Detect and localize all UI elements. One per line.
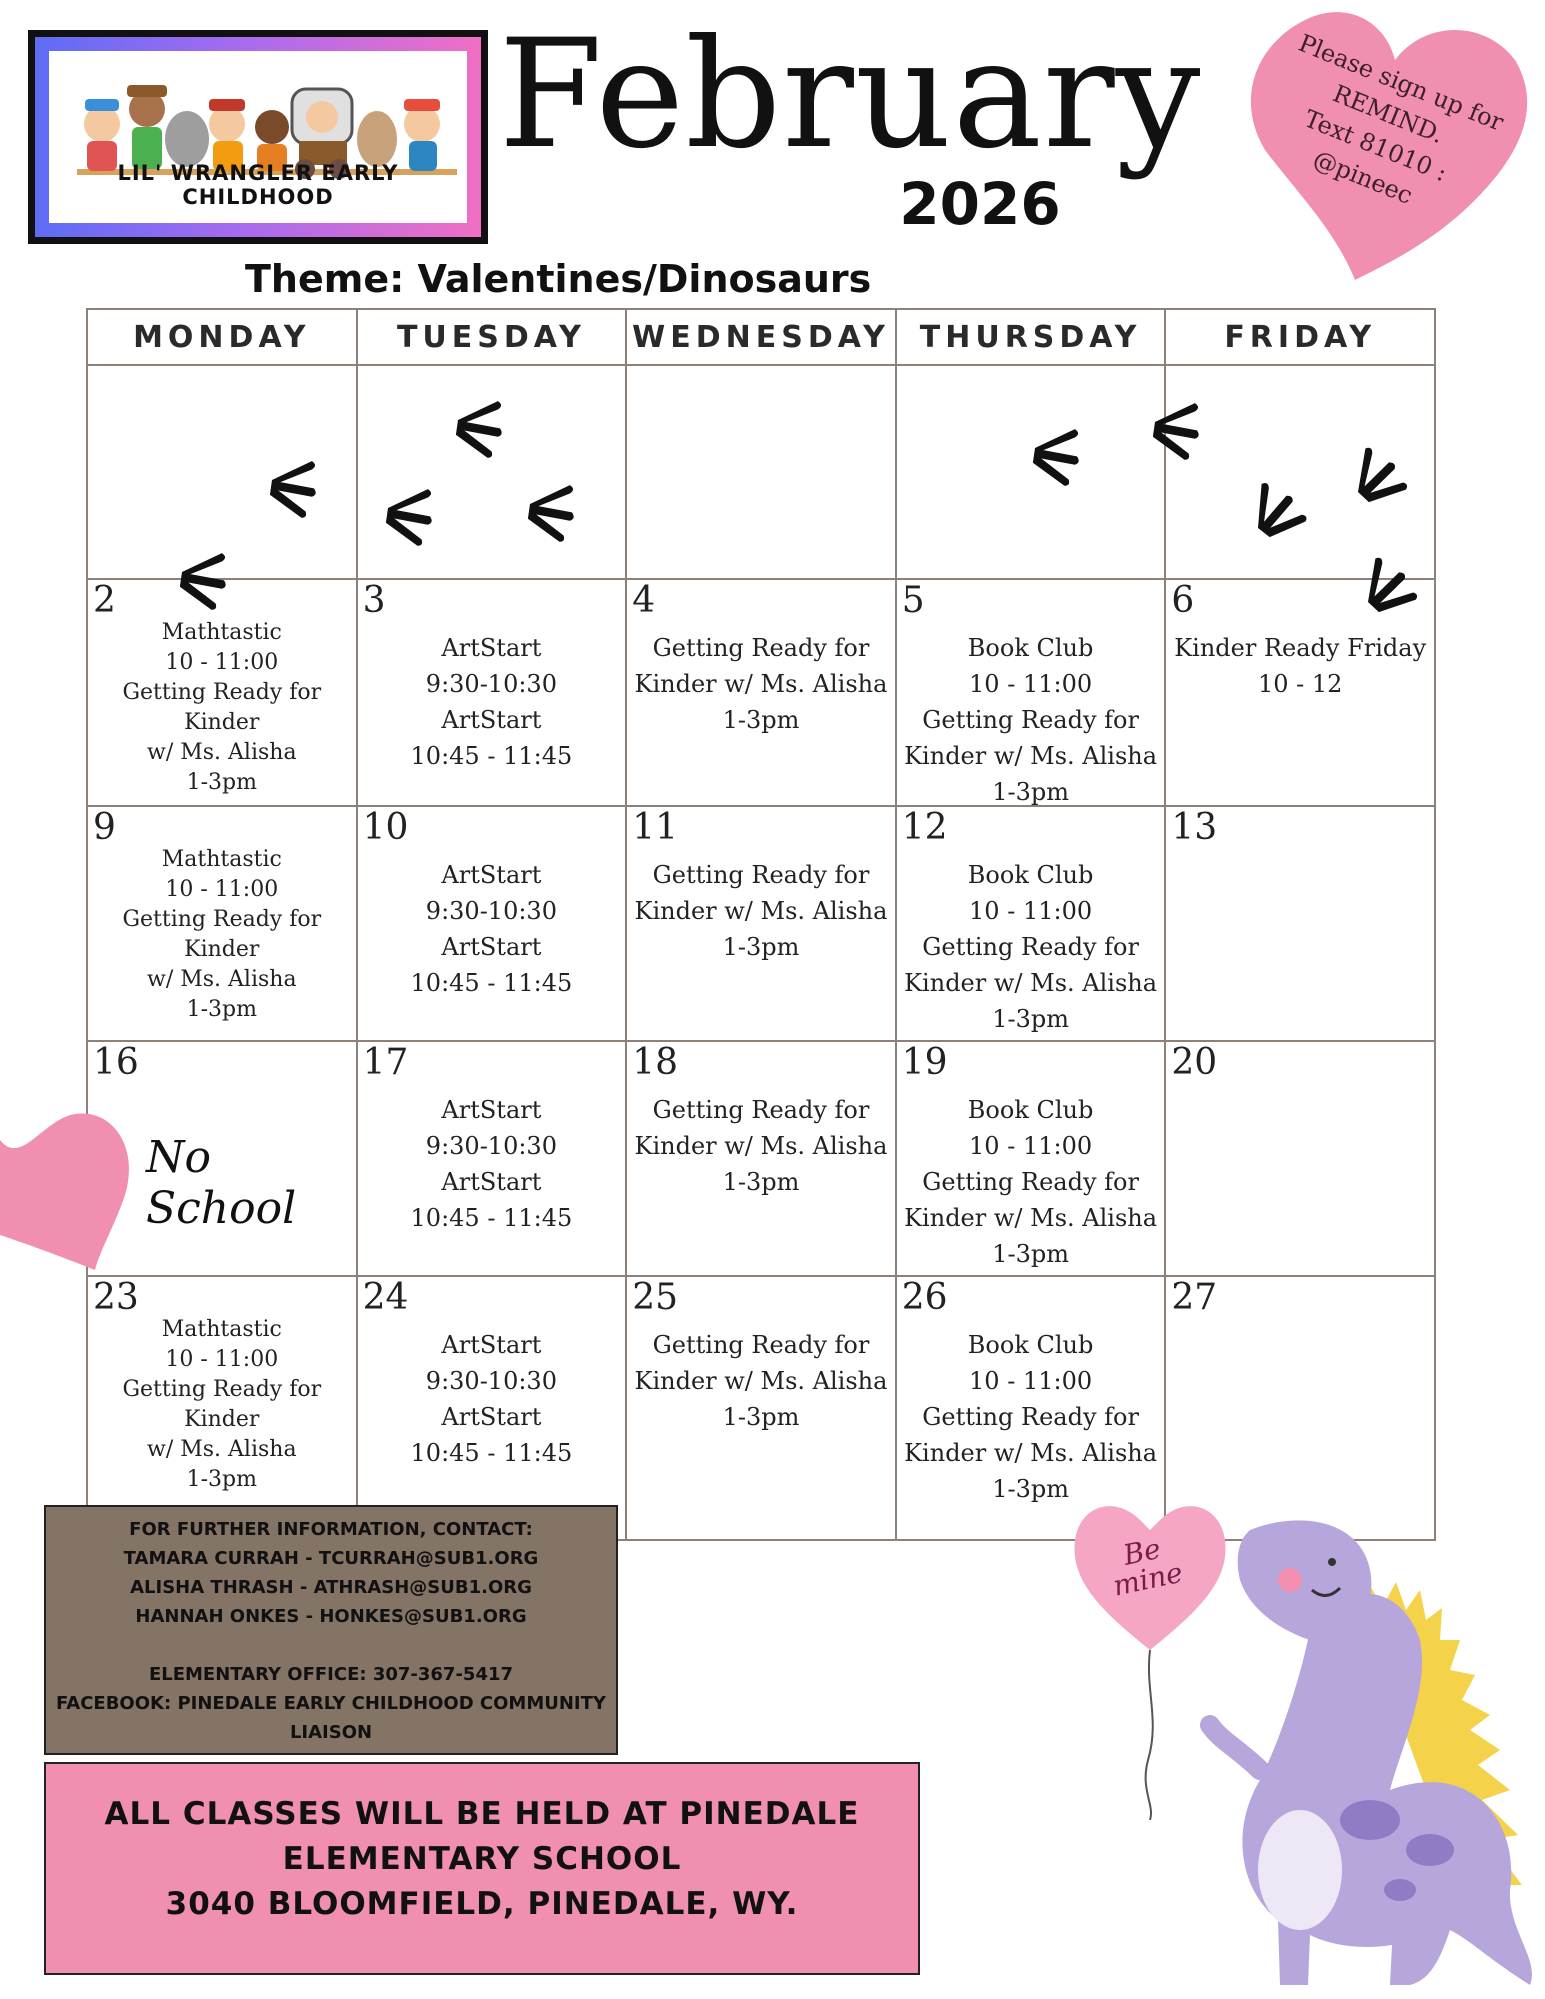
event-line: Getting Ready for [922,1403,1139,1431]
event-line: Kinder Ready Friday [1174,634,1427,662]
logo-text: LIL' WRANGLER EARLY CHILDHOOD [117,161,399,209]
event-line: 10 - 12 [1257,670,1343,698]
heart-icon [0,1085,135,1275]
contact-line: HANNAH ONKES - HONKES@SUB1.ORG [135,1606,527,1627]
event-list [358,1327,626,1471]
event-line: 10 - 11:00 [969,670,1093,698]
event-line: ArtStart [441,1403,542,1431]
event-line: ArtStart [441,1096,542,1124]
day-number: 9 [93,807,116,848]
event-line: w/ Ms. Alisha [147,967,297,992]
weekday-header: MONDAY [87,309,357,365]
event-list [627,857,895,965]
event-line: Book Club [967,861,1094,889]
contact-line: ALISHA THRASH - ATHRASH@SUB1.ORG [130,1577,532,1598]
event-list [1166,630,1434,702]
contact-line: LIAISON [289,1722,373,1743]
event-line: 1-3pm [186,1467,257,1492]
event-line: Getting Ready for [922,706,1139,734]
event-line: 1-3pm [992,778,1069,806]
event-line: w/ Ms. Alisha [147,740,297,765]
event-line: 9:30-10:30 [425,1132,557,1160]
logo [28,30,488,244]
event-line: Kinder w/ Ms. Alisha [904,1204,1158,1232]
event-line: 1-3pm [722,1403,800,1431]
day-number: 2 [93,580,116,621]
year-title: 2026 [899,170,1061,238]
event-line: Getting Ready for [122,680,322,705]
calendar-day-cell [87,1276,357,1540]
day-number: 6 [1171,580,1195,621]
calendar-day-cell [626,806,896,1041]
event-line: Kinder w/ Ms. Alisha [904,969,1158,997]
remind-note: Please sign up for REMIND. Text 81010 : @pineec [1294,28,1508,210]
weekday-header: TUESDAY [357,309,627,365]
event-list [627,1327,895,1435]
event-line: 1-3pm [722,1168,800,1196]
month-title: February [498,8,1202,182]
location-line: ELEMENTARY SCHOOL [282,1841,682,1877]
event-line: 9:30-10:30 [425,1367,557,1395]
event-line: Getting Ready for [922,933,1139,961]
event-line: Kinder w/ Ms. Alisha [634,1367,888,1395]
day-number: 18 [632,1042,678,1083]
balloon-text: Be mine [1110,1531,1186,1603]
event-line: 10 - 11:00 [165,877,279,902]
event-line: Book Club [967,1331,1094,1359]
calendar-day-cell [357,1276,627,1540]
calendar-grid [86,308,1436,1541]
contact-line: FACEBOOK: PINEDALE EARLY CHILDHOOD COMMUNITY [56,1693,606,1714]
event-list [358,630,626,774]
contact-line: FOR FURTHER INFORMATION, CONTACT: [129,1519,533,1540]
day-number: 26 [901,1277,948,1318]
calendar-day-cell [357,1041,627,1276]
day-number: 25 [632,1277,678,1318]
event-line: 9:30-10:30 [425,670,557,698]
theme-label: Theme: Valentines/Dinosaurs [245,257,872,301]
calendar-week-row [87,1041,1435,1276]
event-line: Getting Ready for [652,861,870,889]
event-line: 10 - 11:00 [969,1367,1093,1395]
day-number: 23 [93,1277,139,1318]
day-number: 12 [901,807,948,848]
event-list [897,630,1165,810]
event-line: Kinder w/ Ms. Alisha [634,897,888,925]
event-list [897,1092,1165,1272]
calendar-day-cell [626,1041,896,1276]
event-list [88,1315,356,1495]
event-list [88,618,356,798]
day-number: 3 [362,580,386,621]
event-line: Book Club [967,634,1094,662]
contact-line [46,1631,616,1660]
calendar-week-row [87,806,1435,1041]
event-line: 10 - 11:00 [165,1347,279,1372]
event-line: Kinder w/ Ms. Alisha [904,742,1158,770]
contact-line: ELEMENTARY OFFICE: 307-367-5417 [148,1664,514,1685]
day-number: 17 [362,1042,409,1083]
calendar-day-cell [1165,365,1435,579]
day-number: 24 [362,1277,409,1318]
weekday-header: WEDNESDAY [626,309,896,365]
day-number: 10 [362,807,409,848]
day-number: 16 [93,1042,139,1083]
event-line: Getting Ready for [122,907,322,932]
event-line: 10 - 11:00 [969,1132,1093,1160]
event-line: Kinder w/ Ms. Alisha [904,1439,1158,1467]
event-list [627,1092,895,1200]
event-line: 10 - 11:00 [969,897,1093,925]
calendar-day-cell [357,806,627,1041]
contact-info-box [44,1505,618,1755]
contact-line: TAMARA CURRAH - TCURRAH@SUB1.ORG [123,1548,539,1569]
calendar-day-cell [87,579,357,806]
event-line: 1-3pm [992,1475,1069,1503]
weekday-header: FRIDAY [1165,309,1435,365]
logo-inner [49,51,467,223]
calendar-day-cell [896,579,1166,806]
day-number: 5 [901,580,925,621]
day-number: 11 [632,807,678,848]
calendar-day-cell [1165,579,1435,806]
event-line: Getting Ready for [652,634,870,662]
event-line: ArtStart [441,933,542,961]
event-line: Getting Ready for [652,1096,870,1124]
event-line: ArtStart [441,1168,542,1196]
calendar-day-cell [896,1041,1166,1276]
calendar-day-cell [87,365,357,579]
event-line: 1-3pm [722,706,800,734]
event-list [627,630,895,738]
event-line: 10:45 - 11:45 [410,1204,573,1232]
event-line: 10:45 - 11:45 [410,1439,573,1467]
event-line: Getting Ready for [122,1377,322,1402]
calendar-day-cell [357,365,627,579]
day-number: 4 [632,580,656,621]
event-line: Kinder w/ Ms. Alisha [634,1132,888,1160]
event-line: Getting Ready for [922,1168,1139,1196]
event-line: ArtStart [441,861,542,889]
event-list [897,857,1165,1037]
event-line: ArtStart [441,706,542,734]
event-line: Getting Ready for [652,1331,870,1359]
event-line: Mathtastic [161,1317,282,1342]
event-line: Book Club [967,1096,1094,1124]
calendar-day-cell [626,365,896,579]
day-number: 19 [901,1042,948,1083]
day-number: 20 [1171,1042,1218,1083]
calendar-day-cell [626,579,896,806]
event-line: 9:30-10:30 [425,897,557,925]
event-line: Mathtastic [161,847,282,872]
event-line: ArtStart [441,1331,542,1359]
event-line: 1-3pm [992,1240,1069,1268]
weekday-header: THURSDAY [896,309,1166,365]
event-line: 1-3pm [992,1005,1069,1033]
event-list [358,1092,626,1236]
calendar-day-cell [357,579,627,806]
event-list [897,1327,1165,1507]
event-line: 1-3pm [186,997,257,1022]
calendar-day-cell [896,806,1166,1041]
event-line: ArtStart [441,634,542,662]
weekday-header-row [87,309,1435,365]
calendar-week-row [87,365,1435,579]
event-line: Kinder [184,710,260,735]
location-info-box [44,1762,920,1975]
location-line: ALL CLASSES WILL BE HELD AT PINEDALE [104,1796,860,1832]
calendar-day-cell [1165,1041,1435,1276]
event-line: w/ Ms. Alisha [147,1437,297,1462]
event-line: Mathtastic [161,620,282,645]
event-line: 1-3pm [722,933,800,961]
event-line: 10:45 - 11:45 [410,969,573,997]
event-line: Kinder [184,1407,260,1432]
event-list [88,845,356,1025]
event-line: 10 - 11:00 [165,650,279,675]
calendar-day-cell [896,365,1166,579]
day-number: 27 [1171,1277,1218,1318]
calendar-day-cell [1165,806,1435,1041]
event-line: 1-3pm [186,770,257,795]
no-school-note: No School [146,1132,297,1234]
location-line: 3040 BLOOMFIELD, PINEDALE, WY. [165,1886,799,1922]
calendar-day-cell [626,1276,896,1540]
calendar-week-row [87,579,1435,806]
event-line: Kinder w/ Ms. Alisha [634,670,888,698]
day-number: 13 [1171,807,1218,848]
calendar-day-cell [87,806,357,1041]
event-list [358,857,626,1001]
event-line: 10:45 - 11:45 [410,742,573,770]
event-line: Kinder [184,937,260,962]
